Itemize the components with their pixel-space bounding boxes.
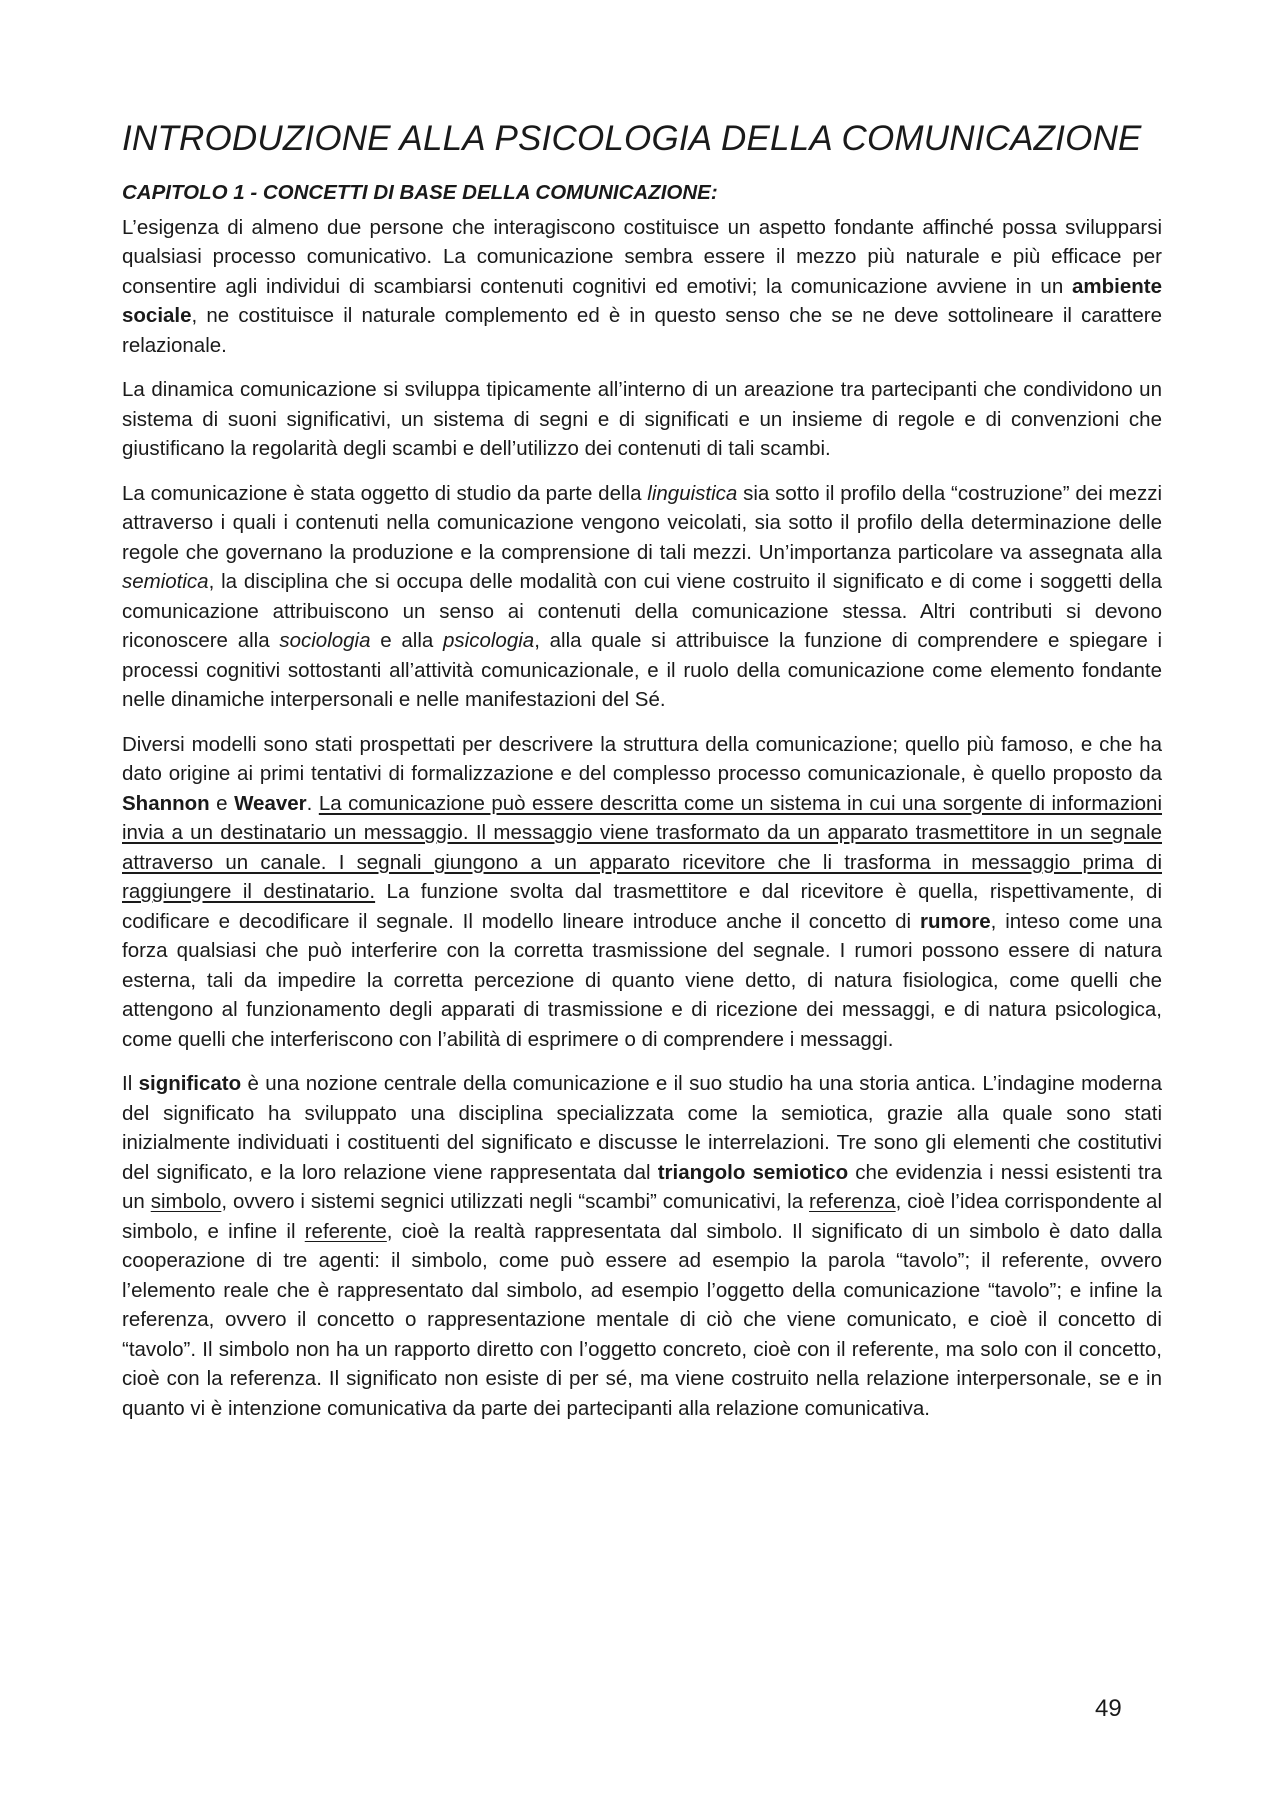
p4-bold-weaver: Weaver xyxy=(234,791,307,815)
p4-underlined-definition: La comunicazione può essere descritta come un sistema in cui una sorgente di informazioni invia a un destinatario un messaggio. Il messaggio viene trasformato da un apparato trasmettitore in un segnale attraverso un canale. I segnali giungono a un apparato ricevitore che li trasforma in messaggio prima di raggiungere il destinatario. xyxy=(122,791,1162,904)
document-page xyxy=(122,118,1162,1438)
p4-text-e: , inteso come una forza qualsiasi che può interferire con la corretta trasmissione del segnale. I rumori possono essere di natura esterna, tali da impedire la corretta percezione di quanto viene detto, di natura fisiologica, come quelli che attengono al funzionamento degli apparati di trasmissione e di ricezione dei messaggi, e di natura psicologica, come quelli che interferiscono con l’abilità di esprimere o di comprendere i messaggi. xyxy=(122,909,1162,1051)
p5-underlined-simbolo: simbolo xyxy=(150,1190,222,1214)
p5-underlined-referenza: referenza xyxy=(809,1190,896,1214)
p5-bold-significato: significato xyxy=(138,1072,242,1096)
p1-text-c: , ne costituisce il naturale complemento ed è in questo senso che se ne deve sottolineare il carattere relazionale. xyxy=(122,304,1162,357)
p3-text-a: La comunicazione è stata oggetto di studio da parte della xyxy=(122,481,648,505)
p5-text-f: , cioè la realtà rappresentata dal simbolo. Il significato di un simbolo è dato dalla cooperazione di tre agenti: il simbolo, come può essere ad esempio la parola “tavolo”; il referente, ovvero l’elemento reale che è rappresentato dal simbolo, ad esempio l’oggetto della comunicazione “tavolo”; e infine la referenza, ovvero il concetto o rappresentazione mentale di ciò che viene comunicato, e cioè il concetto di “tavolo”. Il simbolo non ha un rapporto diretto con l’oggetto concreto, cioè con il referente, ma solo con il concetto, cioè con la referenza. Il significato non esiste di per sé, ma viene costruito nella relazione interpersonale, se e in quanto vi è intenzione comunicativa da parte dei partecipanti alla relazione comunicativa. xyxy=(122,1219,1163,1420)
document-title: INTRODUZIONE ALLA PSICOLOGIA DELLA COMUNICAZIONE xyxy=(122,119,1142,158)
p3-text-e: , alla quale si attribuisce la funzione di comprendere e spiegare i processi cognitivi sottostanti all’attività comunicazionale, e il ruolo della comunicazione come elemento fondante nelle dinamiche interpersonali e nelle manifestazioni del Sé. xyxy=(122,629,1163,712)
chapter-heading: CAPITOLO 1 - CONCETTI DI BASE DELLA COMUNICAZIONE: xyxy=(122,181,718,204)
p5-bold-triangolo-semiotico: triangolo semiotico xyxy=(657,1160,849,1184)
paragraph-4 xyxy=(122,730,1162,1055)
paragraph-3 xyxy=(122,479,1162,715)
p4-text-d: La funzione svolta dal trasmettitore e dal ricevitore è quella, rispettivamente, di codificare e decodificare il segnale. Il modello lineare introduce anche il concetto di xyxy=(122,880,1162,933)
p3-italic-sociologia: sociologia xyxy=(279,629,371,653)
p4-bold-shannon: Shannon xyxy=(122,791,210,815)
paragraph-2 xyxy=(122,375,1162,464)
p2-text-a: La dinamica comunicazione si sviluppa tipicamente all’interno di un areazione tra partecipanti che condividono un sistema di suoni significativi, un sistema di segni e di significati e un insieme di regole e di convenzioni che giustificano la regolarità degli scambi e dell’utilizzo dei contenuti di tali scambi. xyxy=(122,378,1162,461)
p4-text-a: Diversi modelli sono stati prospettati per descrivere la struttura della comunicazione; quello più famoso, e che ha dato origine ai primi tentativi di formalizzazione e del complesso processo comunicazionale, è quello proposto da xyxy=(122,732,1162,786)
p4-text-b: e xyxy=(209,791,235,815)
p4-text-c: . xyxy=(306,791,319,815)
p1-text-a: L’esigenza di almeno due persone che interagiscono costituisce un aspetto fondante affinché possa svilupparsi qualsiasi processo comunicativo. La comunicazione sembra essere il mezzo più naturale e più efficace per consentire agli individui di scambiarsi contenuti cognitivi ed emotivi; la comunicazione avviene in un xyxy=(122,215,1162,298)
paragraph-5 xyxy=(122,1069,1162,1423)
p4-bold-rumore: rumore xyxy=(919,909,991,933)
p3-text-b: sia sotto il profilo della “costruzione” dei mezzi attraverso i quali i contenuti nella comunicazione vengono veicolati, sia sotto il profilo della determinazione delle regole che governano la produzione e la comprensione di tali mezzi. Un’importanza particolare va assegnata alla xyxy=(122,481,1163,564)
p3-italic-linguistica: linguistica xyxy=(647,481,738,505)
p5-underlined-referente: referente xyxy=(304,1219,387,1243)
p1-bold-ambiente-sociale: ambiente sociale xyxy=(122,274,1162,328)
page-number: 49 xyxy=(1095,1695,1122,1722)
p5-text-b: è una nozione centrale della comunicazione e il suo studio ha una storia antica. L’indagine moderna del significato ha sviluppato una disciplina specializzata come la semiotica, grazie alla quale sono stati inizialmente individuati i costituenti del significato e discusse le interrelazioni. Tre sono gli elementi che costitutivi del significato, e la loro relazione viene rappresentata dal xyxy=(122,1072,1162,1184)
p5-text-e: , cioè l’idea corrispondente al simbolo, e infine il xyxy=(122,1190,1162,1243)
p3-text-d: e alla xyxy=(370,629,444,653)
p5-text-c: che evidenzia i nessi esistenti tra un xyxy=(122,1160,1162,1214)
p3-italic-psicologia: psicologia xyxy=(443,629,535,653)
p5-text-a: Il xyxy=(122,1072,139,1096)
p3-text-c: , la disciplina che si occupa delle modalità con cui viene costruito il significato e di come i soggetti della comunicazione attribuiscono un senso ai contenuti della comunicazione stessa. Altri contributi si devono riconoscere alla xyxy=(122,570,1162,653)
p3-italic-semiotica: semiotica xyxy=(122,570,209,594)
paragraph-1 xyxy=(122,213,1162,361)
p5-text-d: , ovvero i sistemi segnici utilizzati negli “scambi” comunicativi, la xyxy=(221,1190,810,1214)
